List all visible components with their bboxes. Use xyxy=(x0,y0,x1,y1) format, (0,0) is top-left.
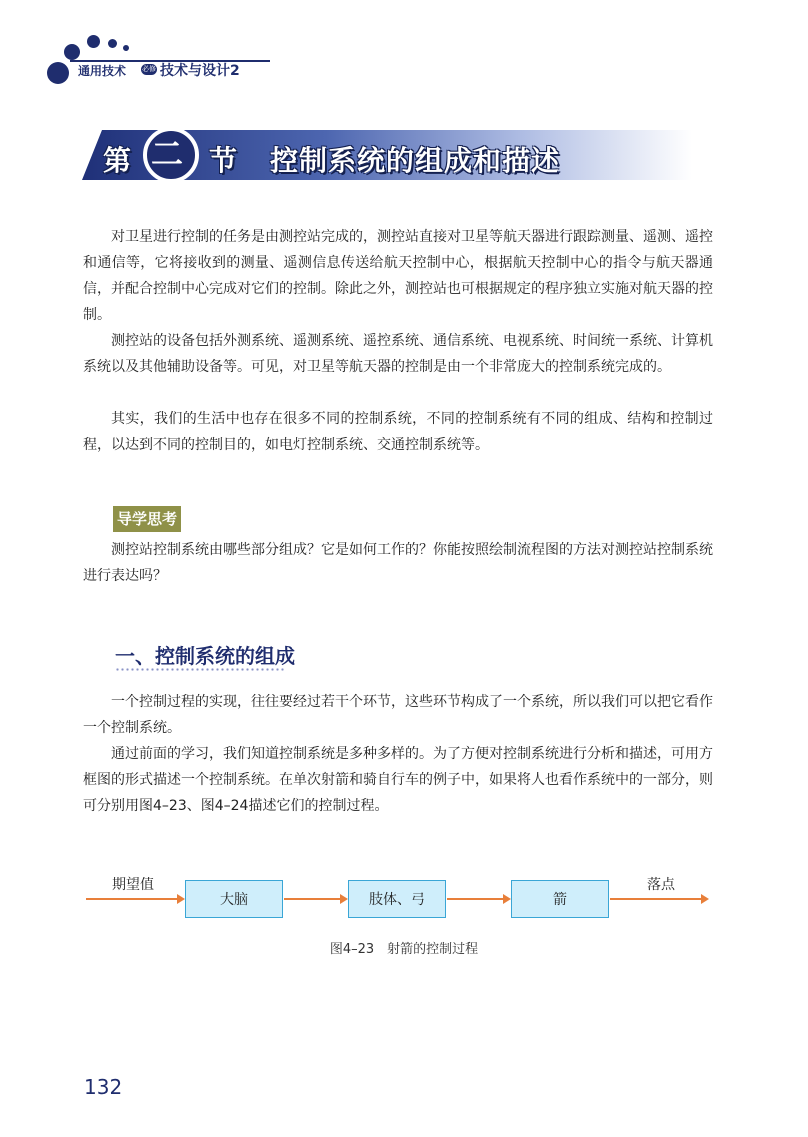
section-number: 二 xyxy=(151,135,184,173)
subsection-paragraph: 通过前面的学习，我们知道控制系统是多种多样的。为了方便对控制系统进行分析和描述，可用方框图的形式描述一个控制系统。在单次射箭和骑自行车的例子中，如果将人也看作系统中的一部分，则可分别用图4–23、图4–24描述它们的控制过程。 xyxy=(83,746,713,814)
section-prefix: 第 xyxy=(103,144,133,177)
header-book-title: 通用技术 xyxy=(78,64,127,78)
subsection-title: 一、控制系统的组成 xyxy=(115,644,295,668)
intro-paragraph: 测控站的设备包括外测系统、遥测系统、遥控系统、通信系统、电视系统、时间统一系统、计算机系统以及其他辅助设备等。可见，对卫星等航天器的控制是由一个非常庞大的控制系统完成的。 xyxy=(83,333,713,375)
intro-paragraph: 对卫星进行控制的任务是由测控站完成的，测控站直接对卫星等航天器进行跟踪测量、遥测、遥控和通信等，它将接收到的测量、遥测信息传送给航天控制中心，根据航天控制中心的指令与航天器通信，并配合控制中心完成对它们的控制。除此之外，测控站也可根据规定的程序独立实施对航天器的控制。 xyxy=(83,229,713,323)
section-title: 控制系统的组成和描述 xyxy=(270,144,561,177)
figure-box-arrow: 箭 xyxy=(511,880,609,918)
header-dot-small xyxy=(87,35,100,48)
subsection-paragraph: 一个控制过程的实现，往往要经过若干个环节，这些环节构成了一个系统，所以我们可以把它看作一个控制系统。 xyxy=(83,694,713,736)
guide-tag: 导学思考 xyxy=(113,506,181,532)
guide-text: 测控站控制系统由哪些部分组成？它是如何工作的？你能按照绘制流程图的方法对测控站控制系统进行表达吗？ xyxy=(83,542,713,584)
section-suffix: 节 xyxy=(209,144,239,177)
subsection-underline xyxy=(115,668,285,671)
intro-paragraph: 其实，我们的生活中也存在很多不同的控制系统，不同的控制系统有不同的组成、结构和控制过程，以达到不同的控制目的，如电灯控制系统、交通控制系统等。 xyxy=(83,411,713,453)
figure-arrow-1 xyxy=(284,898,341,900)
figure-caption: 图4–23 射箭的控制过程 xyxy=(329,942,479,957)
figure-input-label: 期望值 xyxy=(112,877,154,893)
header-volume-title: 技术与设计2 xyxy=(160,63,240,79)
figure-box-limbs-bow: 肢体、弓 xyxy=(348,880,446,918)
figure-arrow-2 xyxy=(447,898,504,900)
header-dot-large xyxy=(47,62,69,84)
header-dot-tiny xyxy=(108,39,117,48)
figure-arrow-input xyxy=(86,898,178,900)
figure-arrow-output xyxy=(610,898,702,900)
figure-output-label: 落点 xyxy=(647,877,675,893)
header-dot-medium xyxy=(64,44,80,60)
figure-box-brain: 大脑 xyxy=(185,880,283,918)
header-badge: 必修 xyxy=(142,65,156,73)
header-dot-mini xyxy=(123,45,129,51)
page-number: 132 xyxy=(84,1075,123,1099)
